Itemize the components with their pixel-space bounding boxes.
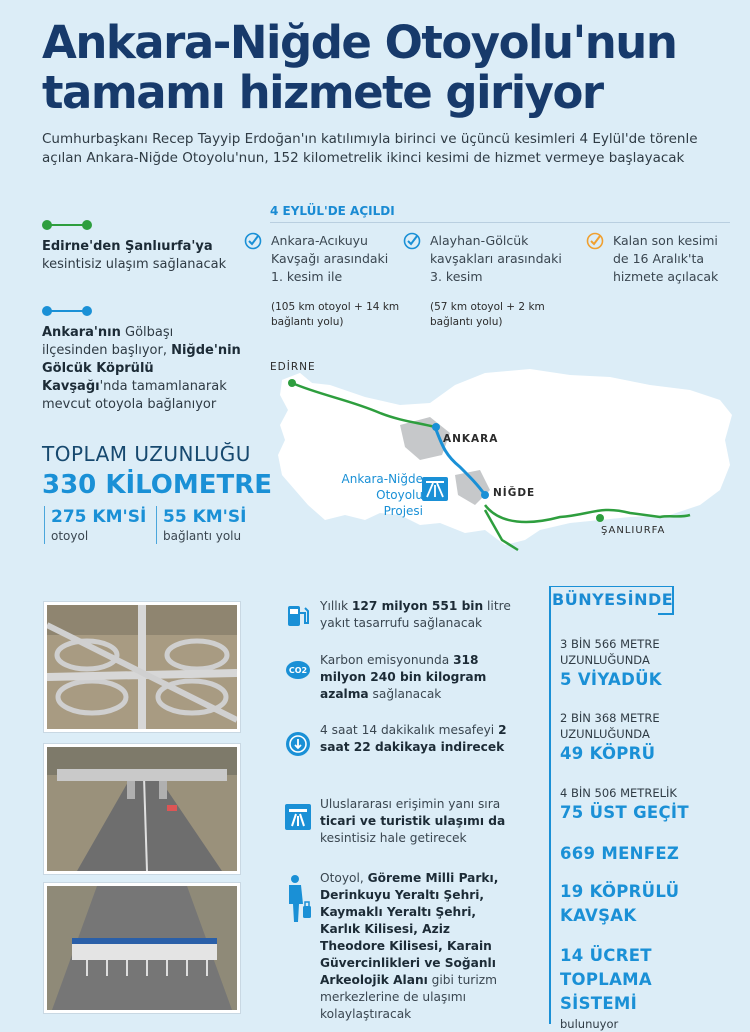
stage-1: Ankara-Acıkuyu Kavşağı arasındaki 1. kesim ile (105 km otoyol + 14 km bağlantı yolu) [244,232,404,330]
photo-toll-plaza [44,883,240,1013]
structure-culverts: 669 MENFEZ [560,844,680,863]
route-ankara-nigde: Ankara'nın Gölbaşı ilçesinden başlıyor, Niğde'nin Gölcük Köprülü Kavşağı'nda tamamlanarak mevcut otoyola bağlanıyor [42,325,241,412]
clock-down-icon [285,731,311,757]
ankara-marker [432,423,440,431]
structure-junctions: 19 KÖPRÜLÜ KAVŞAK [560,882,680,925]
structures-heading: BÜNYESİNDE [552,590,674,609]
photo-overpass [44,744,240,874]
svg-text:CO2: CO2 [288,666,308,675]
structure-viaducts: 3 BİN 566 METRE UZUNLUĞUNDA 5 VİYADÜK [560,637,662,689]
check-icon [586,232,604,250]
divider [270,222,730,223]
photo-interchange [44,602,240,732]
map-label-sanliurfa: ŞANLIURFA [601,525,666,536]
fuel-pump-icon [285,603,311,629]
highway-icon [285,804,311,830]
turkey-map [270,355,740,570]
green-route-legend [42,220,92,230]
page-title: Ankara-Niğde Otoyolu'nun tamamı hizmete giriyor [42,16,677,119]
map-label-edirne: EDİRNE [270,361,316,373]
opened-heading: 4 EYLÜL'DE AÇILDI [270,204,395,218]
stage-2-upcoming: Kalan son kesimi de 16 Aralık'ta hizmete açılacak [586,232,726,286]
traveler-icon [283,874,313,924]
page-subtitle: Cumhurbaşkanı Recep Tayyip Erdoğan'ın katılımıyla birinci ve üçüncü kesimleri 4 Eylül'de törenle açılan Ankara-Niğde Otoyolu'nun, 152 kilometrelik ikinci kesimi de hizmet vermeye başlayacak [42,131,698,166]
feature-time: 4 saat 14 dakikalık mesafeyi 2 saat 22 dakikaya indirecek [320,723,507,754]
highway-sign-icon [422,477,448,501]
highway-length: 275 KM'Sİ otoyol [44,506,146,544]
feature-carbon: Karbon emisyonunda 318 milyon 240 bin kilogram azalma sağlanacak [320,653,487,701]
structure-overpasses: 4 BİN 506 METRELİK 75 ÜST GEÇİT [560,786,689,822]
feature-access: Uluslararası erişimin yanı sıra ticari ve turistik ulaşımı da kesintisiz hale getirecek [320,797,506,845]
stage-3: Alayhan-Gölcük kavşakları arasındaki 3. kesim (57 km otoyol + 2 km bağlantı yolu) [403,232,563,330]
total-length-value: 330 KİLOMETRE [42,470,273,500]
nigde-marker [481,491,489,499]
blue-route-legend [42,306,92,316]
project-label: Ankara-Niğde Otoyolu Projesi [341,472,423,518]
feature-fuel: Yıllık 127 milyon 551 bin litre yakıt tasarrufu sağlanacak [320,599,511,630]
check-icon [403,232,421,250]
sanliurfa-marker [596,514,604,522]
feature-tourism: Otoyol, Göreme Milli Parkı, Derinkuyu Yeraltı Şehri, Kaymaklı Yeraltı Şehri, Karlık Kilisesi, Aziz Theodore Kilisesi, Karain Güvercinlikleri ve Soğanlı Arkeolojik Alanı gibi turizm merkezlerine de ulaşımı kolaylaştıracak [320,871,499,1021]
route-edirne-sanliurfa: Edirne'den Şanlıurfa'ya kesintisiz ulaşım sağlanacak [42,239,227,272]
co2-icon [285,656,311,682]
total-length-heading: TOPLAM UZUNLUĞU [42,442,251,466]
structure-toll-systems: 14 ÜCRET TOPLAMA SİSTEMİ bulunuyor [560,946,652,1031]
connection-road-length: 55 KM'Sİ bağlantı yolu [156,506,246,544]
edirne-marker [288,379,296,387]
map-label-nigde: NİĞDE [493,487,536,499]
map-label-ankara: ANKARA [443,433,499,445]
structure-bridges: 2 BİN 368 METRE UZUNLUĞUNDA 49 KÖPRÜ [560,711,660,763]
check-icon [244,232,262,250]
